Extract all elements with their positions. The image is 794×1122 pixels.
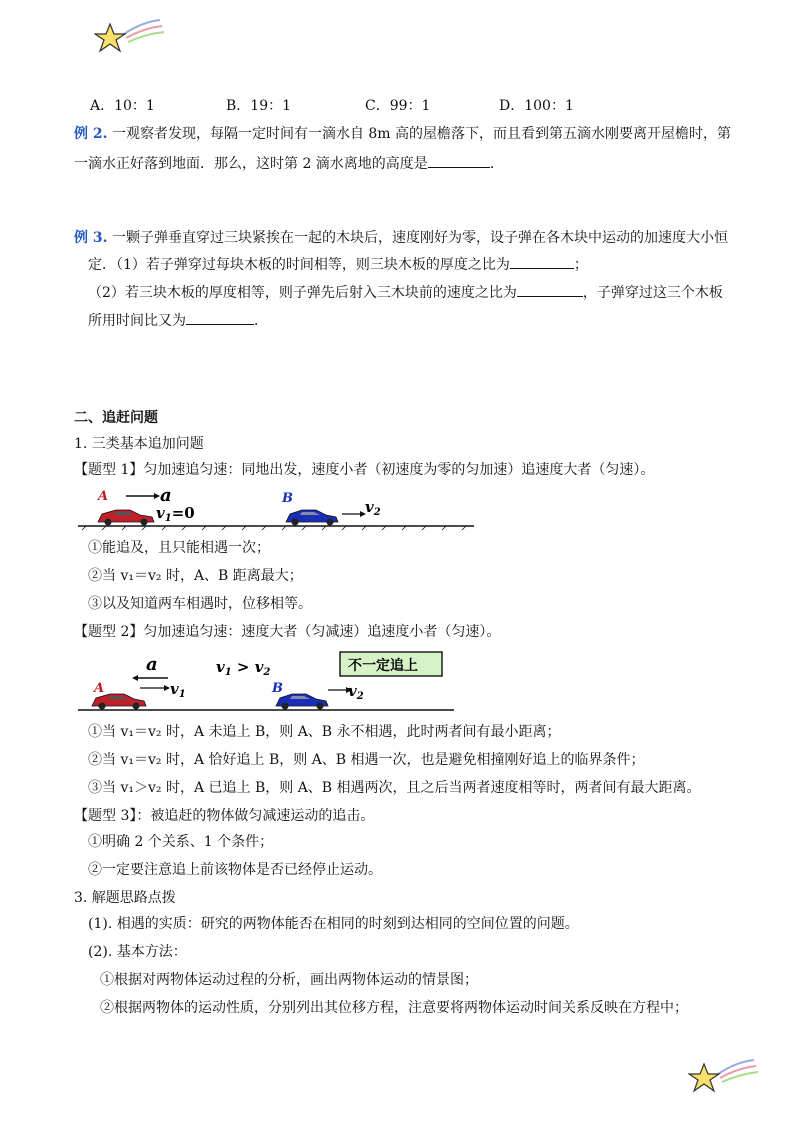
type-1-item-1: ①能追及，且只能相遇一次； (88, 540, 270, 556)
star-icon (688, 1058, 760, 1098)
blue-car-icon (286, 510, 338, 526)
method-item-1: ①根据对两物体运动过程的分析，画出两物体运动的情景图； (100, 972, 478, 988)
example-3-line2 (88, 254, 588, 275)
type-2-item-2: ②当 v₁＝v₂ 时，A 恰好追上 B，则 A、B 相遇一次，也是避免相撞刚好追上的临界条件； (88, 752, 645, 768)
example-3-text: 一颗子弹垂直穿过三块紧挨在一起的木块后，速度刚好为零，设子弹在各木块中运动的加速度大小恒 (111, 230, 728, 246)
red-car-icon (98, 510, 154, 526)
option-a: A．10：1 (90, 98, 155, 114)
type-2-item-3: ③当 v₁＞v₂ 时，A 已追上 B，则 A、B 相遇两次，且之后当两者速度相等时，两者间有最大距离。 (88, 780, 701, 796)
acceleration-label: a (160, 485, 172, 506)
example-3-text4: 所用时间比又为 (88, 313, 186, 329)
v1-label: $v_1=0$ (156, 504, 195, 524)
v2-label: $v_2$ (348, 682, 364, 702)
example-3-line4 (88, 310, 268, 331)
example-2-label: 例 2. (74, 126, 108, 142)
method-item-2: ②根据两物体的运动性质，分别列出其位移方程，注意要将两物体运动时间关系反映在方程中； (100, 1000, 688, 1016)
type-3-item-1: ①明确 2 个关系、1 个条件； (88, 834, 274, 850)
example-3-text3: （2）若三块木板的厚度相等，则子弹先后射入三木块前的速度之比为 (88, 285, 517, 301)
example-3-end4: ． (254, 313, 268, 329)
example-3-mid3: ，子弹穿过这三个木板 (582, 285, 723, 301)
point-1: (1). 相遇的实质：研究的两物体能否在相同的时刻到达相同的空间位置的问题。 (88, 916, 579, 932)
answer-blank (186, 310, 254, 325)
blue-car-icon (276, 694, 328, 710)
type-2-heading: 【题型 2】匀加速追匀速：速度大者（匀减速）追速度小者（匀速）。 (74, 624, 501, 640)
option-c: C．99：1 (365, 98, 431, 114)
type-1-heading: 【题型 1】匀加速追匀速：同地出发，速度小者（初速度为零的匀加速）追速度大者（匀速）。 (74, 462, 655, 478)
answer-blank (510, 254, 574, 269)
red-car-icon (92, 694, 146, 710)
point-2: (2). 基本方法： (88, 944, 187, 960)
example-2-end: ． (489, 156, 504, 172)
type-1-item-3: ③以及知道两车相遇时，位移相等。 (88, 596, 312, 612)
example-3-end2: ； (573, 257, 588, 273)
option-d: D．100：1 (499, 98, 574, 114)
star-icon (94, 18, 166, 58)
example-3-label: 例 3. (74, 230, 108, 246)
velocity-comparison: $v_1 > v_2$ (216, 658, 271, 678)
car-a-label: A (94, 681, 105, 696)
chase-diagram-1 (78, 484, 478, 534)
note-text: 不一定追上 (348, 658, 418, 674)
chase-diagram-2 (78, 648, 458, 714)
car-b-label: B (282, 491, 293, 506)
type-3-heading: 【题型 3】：被追赶的物体做匀减速运动的追击。 (74, 808, 375, 824)
option-b: B．19：1 (226, 98, 292, 114)
type-3-item-2: ②一定要注意追上前该物体是否已经停止运动。 (88, 862, 382, 878)
answer-blank (428, 153, 490, 168)
example-2-text: 一观察者发现，每隔一定时间有一滴水自 8m 高的屋檐落下，而且看到第五滴水刚要离开屋檐时，第 (111, 126, 732, 142)
answer-blank (517, 282, 583, 297)
example-3-text2: 定．（1）若子弹穿过每块木板的时间相等，则三块木板的厚度之比为 (88, 257, 510, 273)
section-title: 二、追赶问题 (74, 410, 158, 426)
example-2-line1 (74, 124, 731, 144)
example-2-line2 (74, 153, 504, 174)
subsection-1: 1. 三类基本追加问题 (74, 436, 204, 452)
v2-label: $v_2$ (365, 498, 381, 518)
example-3-line1 (74, 228, 728, 248)
type-1-item-2: ②当 v₁＝v₂ 时，A、B 距离最大； (88, 568, 303, 584)
car-b-label: B (272, 681, 283, 696)
type-2-item-1: ①当 v₁＝v₂ 时，A 未追上 B，则 A、B 永不相遇，此时两者间有最小距离； (88, 724, 561, 740)
example-2-text2: 一滴水正好落到地面．那么，这时第 2 滴水离地的高度是 (74, 156, 428, 172)
subsection-3: 3. 解题思路点拨 (74, 890, 176, 906)
acceleration-label: a (146, 654, 158, 675)
v1-label: $v_1$ (170, 680, 186, 700)
example-3-line3 (88, 282, 723, 303)
car-a-label: A (98, 489, 109, 504)
